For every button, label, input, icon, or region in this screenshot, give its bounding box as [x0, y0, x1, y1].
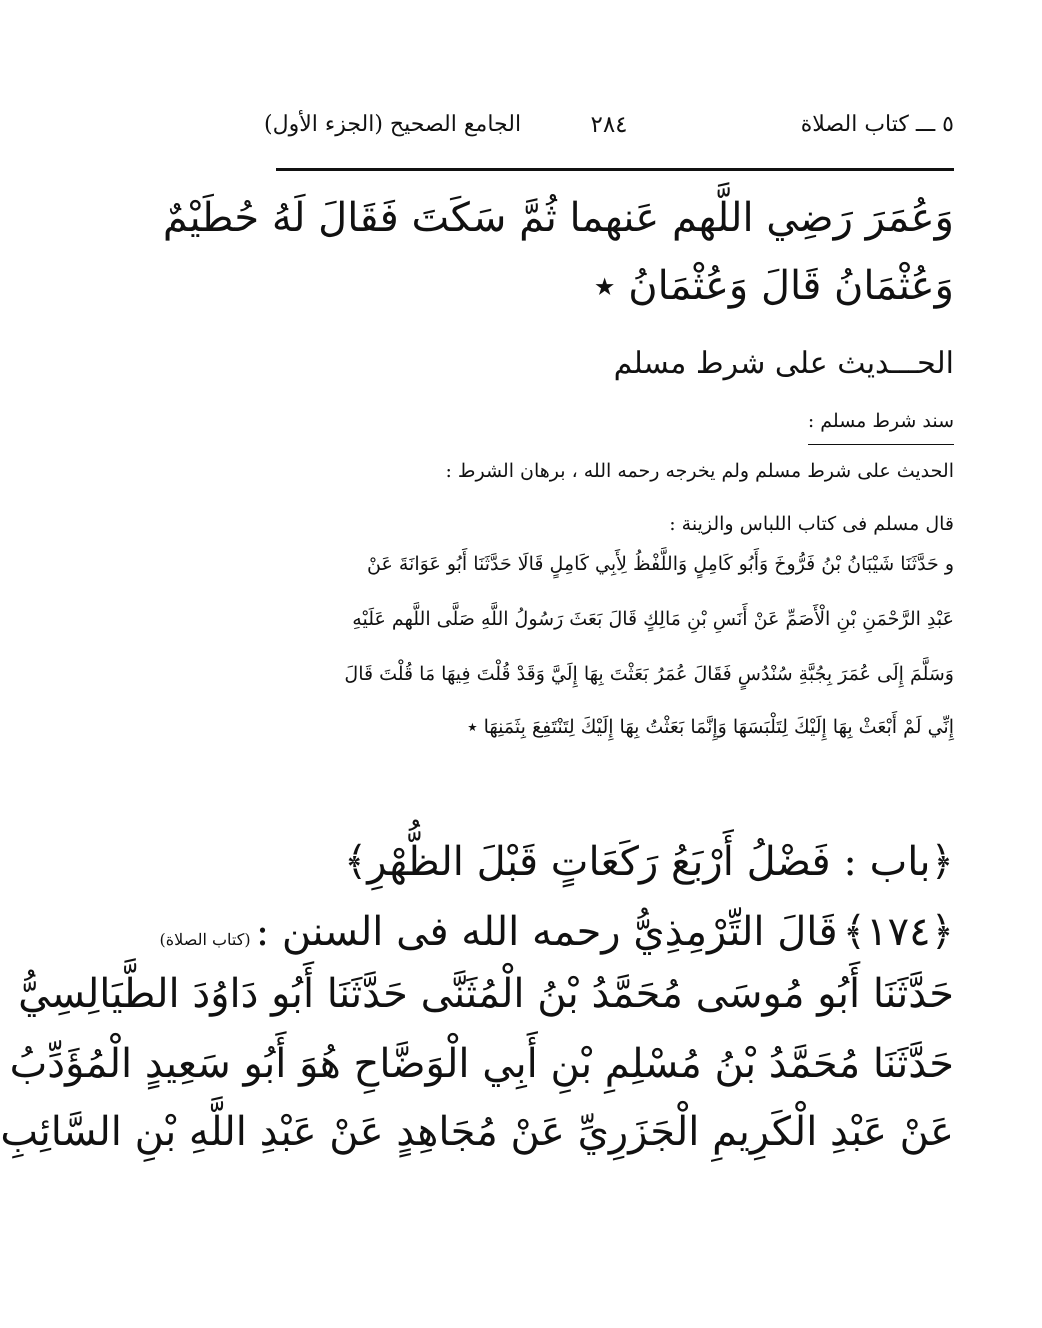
- book-title: الجامع الصحيح (الجزء الأول): [264, 112, 522, 137]
- muslim-text-line: وَسَلَّمَ إِلَى عُمَرَ بِجُبَّةِ سُنْدُسٍ فَقَالَ عُمَرُ بَعَثْتَ بِهَا إِلَيَّ وَقَدْ قُلْتَ فِيهَا مَا قُلْتَ قَالَ: [344, 663, 954, 685]
- muslim-intro: قال مسلم فى كتاب اللباس والزينة :: [669, 513, 954, 535]
- bab-title: ﴿باب : فَضْلُ أَرْبَعُ رَكَعَاتٍ قَبْلَ الظُّهْرِ﴾: [343, 839, 954, 885]
- page-number: ٢٨٤: [590, 112, 628, 138]
- hadith-intro: قَالَ التِّرْمِذِيُّ رحمه الله فى السنن :: [255, 909, 838, 955]
- muslim-text-line: و حَدَّثَنَا شَيْبَانُ بْنُ فَرُّوخَ وَأَبُو كَامِلٍ وَاللَّفْظُ لِأَبِي كَامِلٍ قَالَا حَدَّثَنَا أَبُو عَوَانَةَ عَنْ: [367, 553, 954, 575]
- hadith-line: وَعُثْمَانُ قَالَ وَعُثْمَانُ ٭: [593, 263, 954, 309]
- running-header: [264, 112, 954, 148]
- condition-heading: الحـــديث على شرط مسلم: [613, 346, 954, 381]
- hadith-line: وَعُمَرَ رَضِي اللَّهم عَنهما ثُمَّ سَكَتَ فَقَالَ لَهُ حُطَيْمٌ: [162, 195, 954, 241]
- hadith-174-heading: [159, 900, 954, 964]
- hadith-number: ﴿١٧٤﴾: [842, 909, 954, 955]
- hadith-174-line: عَنْ عَبْدِ الْكَرِيمِ الْجَزَرِيِّ عَنْ مُجَاهِدٍ عَنْ عَبْدِ اللَّهِ بْنِ السَّائِبِ: [0, 1109, 954, 1155]
- chapter-title: ٥ ـــ كتاب الصلاة: [800, 112, 954, 137]
- chapter-note: (كتاب الصلاة): [159, 930, 251, 949]
- muslim-text-line: عَبْدِ الرَّحْمَنِ بْنِ الْأَصَمِّ عَنْ أَنَسِ بْنِ مَالِكٍ قَالَ بَعَثَ رَسُولُ اللَّهِ صَلَّى اللَّهم عَلَيْهِ: [352, 608, 954, 630]
- sanad-label-row: [256, 402, 954, 445]
- header-rule: [276, 168, 954, 171]
- burhan-line: الحديث على شرط مسلم ولم يخرجه رحمه الله ، برهان الشرط :: [445, 460, 954, 482]
- hadith-174-line: حَدَّثَنَا أَبُو مُوسَى مُحَمَّدُ بْنُ الْمُثَنَّى حَدَّثَنَا أَبُو دَاوُدَ الطَّيَالِسِيُّ: [18, 971, 954, 1017]
- sanad-label: سند شرط مسلم :: [808, 402, 954, 445]
- hadith-174-line: حَدَّثَنَا مُحَمَّدُ بْنُ مُسْلِمِ بْنِ أَبِي الْوَضَّاحِ هُوَ أَبُو سَعِيدٍ الْمُؤَدِّبُ: [9, 1041, 954, 1087]
- muslim-text-line: إِنِّي لَمْ أَبْعَثْ بِهَا إِلَيْكَ لِتَلْبَسَهَا وَإِنَّمَا بَعَثْتُ بِهَا إِلَيْكَ لِتَنْتَفِعَ بِثَمَنِهَا ٭: [467, 716, 954, 738]
